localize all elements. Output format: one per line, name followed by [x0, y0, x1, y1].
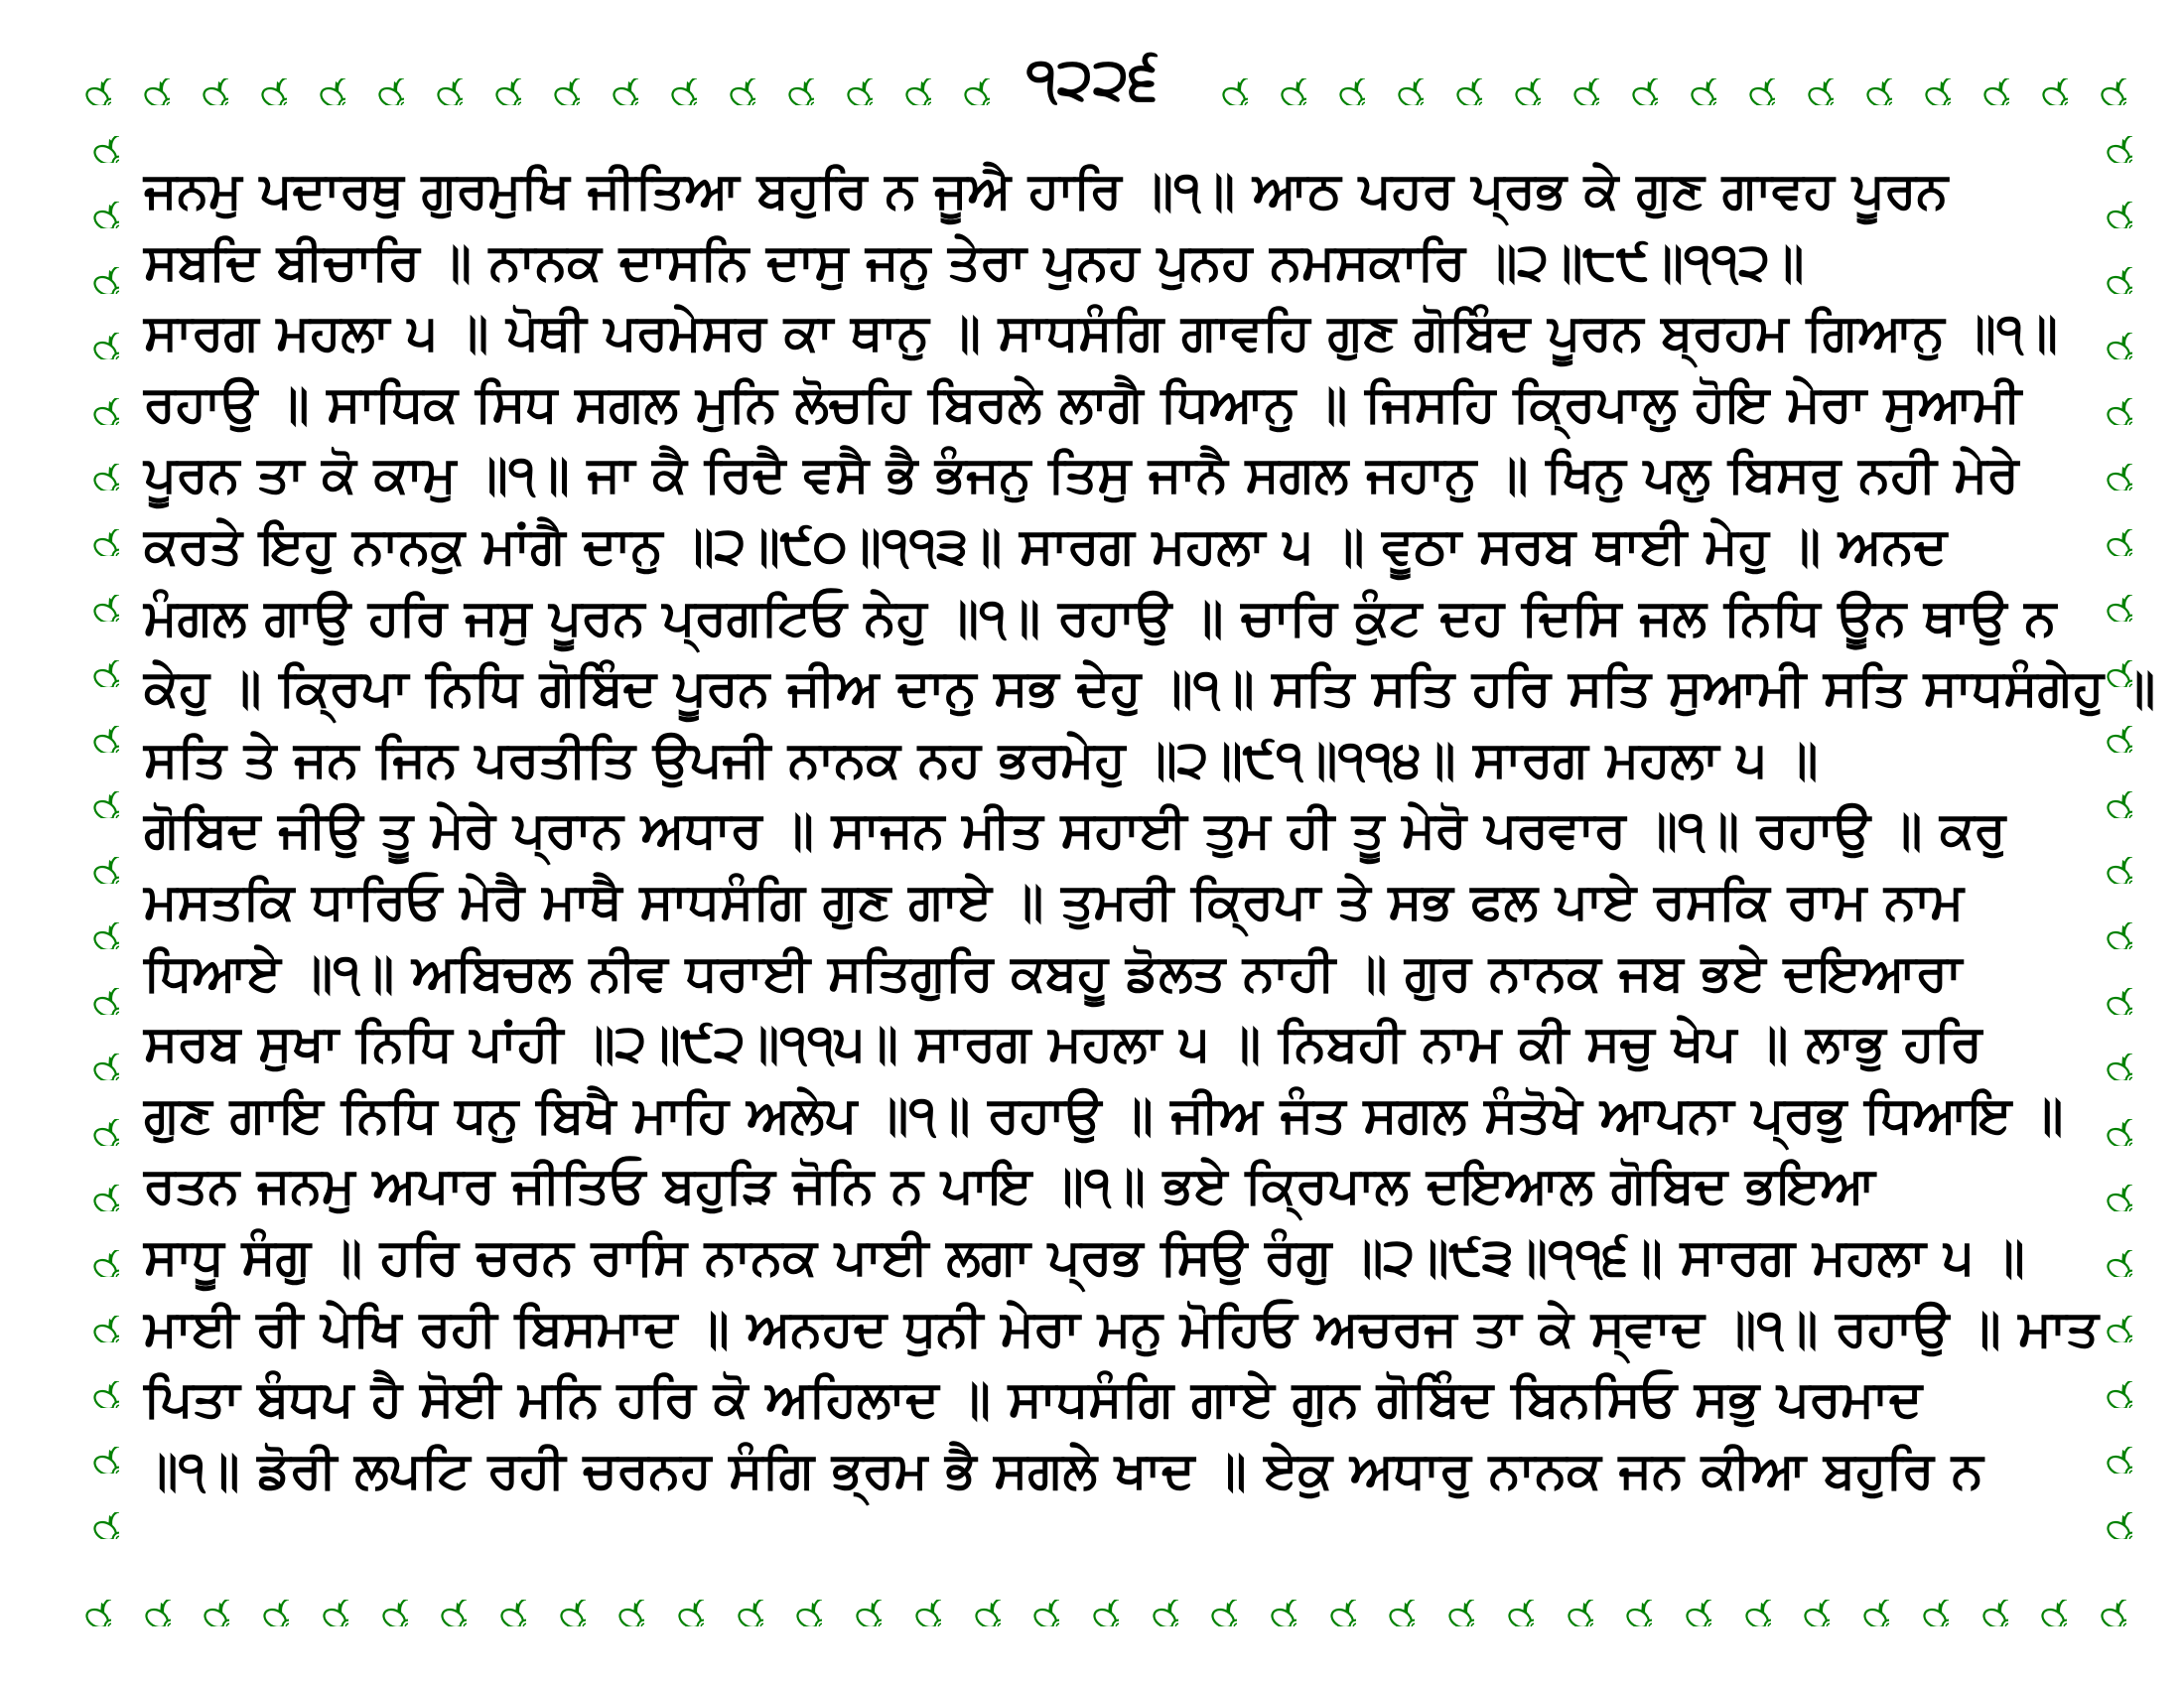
- flower-icon: [2079, 371, 2132, 425]
- text-line-8: ਕੇਹੁ ॥ ਕ੍ਰਿਪਾ ਨਿਧਿ ਗੋਬਿੰਦ ਪੂਰਨ ਜੀਅ ਦਾਨੁ ਸਭ ਦੇਹੁ ॥੧॥ ਸਤਿ ਸਤਿ ਹਰਿ ਸਤਿ ਸੁਆਮੀ ਸਤਿ ਸਾਧਸੰਗੇਹੁ ॥: [144, 659, 2156, 719]
- flower-icon: [1897, 52, 1951, 105]
- flower-icon: [1243, 1573, 1297, 1626]
- flower-icon: [760, 52, 814, 105]
- text-line-14: ਗੁਣ ਗਾਇ ਨਿਧਿ ਧਨੁ ਬਿਖੈ ਮਾਹਿ ਅਲੇਪ ॥੧॥ ਰਹਾਉ ॥ ਜੀਅ ਜੰਤ ਸਗਲ ਸੰਤੋਖੇ ਆਪਨਾ ਪ੍ਰਭੁ ਧਿਆਇ ॥: [144, 1085, 2064, 1145]
- flower-icon: [2079, 1158, 2132, 1211]
- flower-icon: [2079, 1354, 2132, 1408]
- flower-icon: [66, 1420, 119, 1474]
- flower-icon: [1429, 52, 1482, 105]
- flower-icon: [66, 699, 119, 753]
- flower-icon: [1183, 1573, 1237, 1626]
- flower-icon: [2079, 961, 2132, 1015]
- flower-icon: [292, 52, 345, 105]
- flower-icon: [116, 52, 170, 105]
- flower-icon: [2079, 1027, 2132, 1080]
- flower-icon: [66, 437, 119, 491]
- bottom-border-flowers: [58, 1573, 2126, 1626]
- flower-icon: [176, 1573, 229, 1626]
- flower-icon: [2079, 1420, 2132, 1474]
- flower-icon: [66, 896, 119, 949]
- flower-icon: [66, 765, 119, 818]
- flower-icon: [878, 52, 931, 105]
- flower-icon: [1776, 1573, 1830, 1626]
- flower-icon: [1302, 1573, 1356, 1626]
- text-line-18: ਪਿਤਾ ਬੰਧਪ ਹੈ ਸੋਈ ਮਨਿ ਹਰਿ ਕੋ ਅਹਿਲਾਦ ॥ ਸਾਧਸੰਗਿ ਗਾਏ ਗੁਨ ਗੋਬਿੰਦ ਬਿਨਸਿਓ ਸਭੁ ਪਰਮਾਦ: [144, 1370, 1923, 1430]
- flower-icon: [2073, 52, 2126, 105]
- flower-icon: [526, 52, 580, 105]
- flower-icon: [66, 306, 119, 359]
- flower-icon: [235, 1573, 289, 1626]
- flower-icon: [66, 961, 119, 1015]
- flower-icon: [2079, 830, 2132, 884]
- flower-icon: [350, 52, 404, 105]
- flower-icon: [1780, 52, 1834, 105]
- flower-icon: [66, 1354, 119, 1408]
- text-line-17: ਮਾਈ ਰੀ ਪੇਖਿ ਰਹੀ ਬਿਸਮਾਦ ॥ ਅਨਹਦ ਧੁਨੀ ਮੇਰਾ ਮਨੁ ਮੋਹਿਓ ਅਚਰਜ ਤਾ ਕੇ ਸ੍ਵਾਦ ॥੧॥ ਰਹਾਉ ॥ ਮਾਤ: [144, 1299, 2100, 1358]
- flower-icon: [1663, 52, 1716, 105]
- flower-icon: [66, 1289, 119, 1342]
- flower-icon: [1717, 1573, 1771, 1626]
- flower-icon: [1006, 1573, 1059, 1626]
- flower-icon: [66, 633, 119, 687]
- flower-icon: [1065, 1573, 1119, 1626]
- flower-icon: [936, 52, 990, 105]
- flower-icon: [2079, 502, 2132, 556]
- flower-icon: [1540, 1573, 1593, 1626]
- flower-icon: [2013, 1573, 2067, 1626]
- flower-icon: [66, 1092, 119, 1146]
- flower-icon: [1721, 52, 1775, 105]
- flower-icon: [2079, 240, 2132, 294]
- flower-icon: [768, 1573, 822, 1626]
- flower-icon: [117, 1573, 171, 1626]
- flower-icon: [2073, 1573, 2126, 1626]
- flower-icon: [2079, 109, 2132, 163]
- flower-icon: [58, 52, 111, 105]
- flower-icon: [887, 1573, 941, 1626]
- flower-icon: [1194, 52, 1248, 105]
- top-border-right-flowers: [1194, 52, 2126, 105]
- text-line-4: ਰਹਾਉ ॥ ਸਾਧਿਕ ਸਿਧ ਸਗਲ ਮੁਨਿ ਲੋਚਹਿ ਬਿਰਲੇ ਲਾਗੈ ਧਿਆਨੁ ॥ ਜਿਸਹਿ ਕ੍ਰਿਪਾਲੁ ਹੋਇ ਮੇਰਾ ਸੁਆਮੀ: [144, 374, 2022, 434]
- flower-icon: [2079, 1223, 2132, 1277]
- flower-icon: [473, 1573, 526, 1626]
- flower-icon: [1361, 1573, 1415, 1626]
- left-border-flowers: [66, 109, 119, 1539]
- flower-icon: [409, 52, 463, 105]
- flower-icon: [828, 1573, 882, 1626]
- flower-icon: [1421, 1573, 1474, 1626]
- flower-icon: [66, 240, 119, 294]
- flower-icon: [1370, 52, 1424, 105]
- flower-icon: [650, 1573, 704, 1626]
- flower-icon: [643, 52, 697, 105]
- text-line-15: ਰਤਨ ਜਨਮੁ ਅਪਾਰ ਜੀਤਿਓ ਬਹੁੜਿ ਜੋਨਿ ਨ ਪਾਇ ॥੧॥ ਭਏ ਕ੍ਰਿਪਾਲ ਦਇਆਲ ਗੋਬਿਦ ਭਇਆ: [144, 1157, 1876, 1216]
- text-line-11: ਮਸਤਕਿ ਧਾਰਿਓ ਮੇਰੈ ਮਾਥੈ ਸਾਧਸੰਗਿ ਗੁਣ ਗਾਏ ॥ ਤੁਮਰੀ ਕ੍ਰਿਪਾ ਤੇ ਸਭ ਫਲ ਪਾਏ ਰਸਕਿ ਰਾਮ ਨਾਮ: [144, 872, 1965, 931]
- flower-icon: [1956, 52, 2009, 105]
- text-line-13: ਸਰਬ ਸੁਖਾ ਨਿਧਿ ਪਾਂਹੀ ॥੨॥੯੨॥੧੧੫॥ ਸਾਰਗ ਮਹਲਾ ੫ ॥ ਨਿਬਹੀ ਨਾਮ ਕੀ ਸਚੁ ਖੇਪ ॥ ਲਾਭੁ ਹਰਿ: [144, 1015, 1982, 1074]
- flower-icon: [66, 1223, 119, 1277]
- flower-icon: [2079, 175, 2132, 228]
- flower-icon: [702, 52, 755, 105]
- text-line-1: ਜਨਮੁ ਪਦਾਰਥੁ ਗੁਰਮੁਖਿ ਜੀਤਿਆ ਬਹੁਰਿ ਨ ਜੂਐ ਹਾਰਿ ॥੧॥ ਆਠ ਪਹਰ ਪ੍ਰਭ ਕੇ ਗੁਣ ਗਾਵਹ ਪੂਰਨ: [144, 162, 1949, 220]
- page-number: ੧੨੨੬: [1025, 45, 1159, 112]
- flower-icon: [66, 1485, 119, 1539]
- flower-icon: [66, 830, 119, 884]
- flower-icon: [2079, 765, 2132, 818]
- flower-icon: [591, 1573, 644, 1626]
- flower-icon: [66, 109, 119, 163]
- flower-icon: [2079, 1485, 2132, 1539]
- flower-icon: [66, 175, 119, 228]
- flower-icon: [2014, 52, 2068, 105]
- flower-icon: [1546, 52, 1599, 105]
- top-border: [55, 45, 2129, 112]
- flower-icon: [175, 52, 228, 105]
- flower-icon: [1487, 52, 1541, 105]
- text-line-6: ਕਰਤੇ ਇਹੁ ਨਾਨਕੁ ਮਾਂਗੈ ਦਾਨੁ ॥੨॥੯੦॥੧੧੩॥ ਸਾਰਗ ਮਹਲਾ ੫ ॥ ਵੂਠਾ ਸਰਬ ਥਾਈ ਮੇਹੁ ॥ ਅਨਦ: [144, 516, 1948, 576]
- flower-icon: [66, 371, 119, 425]
- flower-icon: [1839, 52, 1892, 105]
- flower-icon: [585, 52, 638, 105]
- flower-icon: [2079, 306, 2132, 359]
- flower-icon: [1598, 1573, 1652, 1626]
- text-line-19: ॥੧॥ ਡੋਰੀ ਲਪਟਿ ਰਹੀ ਚਰਨਹ ਸੰਗਿ ਭ੍ਰਮ ਭੈ ਸਗਲੇ ਖਾਦ ॥ ਏਕੁ ਅਧਾਰੁ ਨਾਨਕ ਜਨ ਕੀਆ ਬਹੁਰਿ ਨ: [144, 1441, 1983, 1500]
- text-line-16: ਸਾਧੂ ਸੰਗੁ ॥ ਹਰਿ ਚਰਨ ਰਾਸਿ ਨਾਨਕ ਪਾਈ ਲਗਾ ਪ੍ਰਭ ਸਿਉ ਰੰਗੁ ॥੨॥੯੩॥੧੧੬॥ ਸਾਰਗ ਮਹਲਾ ੫ ॥: [144, 1227, 2025, 1287]
- flower-icon: [233, 52, 287, 105]
- text-line-10: ਗੋਬਿਦ ਜੀਉ ਤੂ ਮੇਰੇ ਪ੍ਰਾਨ ਅਧਾਰ ॥ ਸਾਜਨ ਮੀਤ ਸਹਾਈ ਤੁਮ ਹੀ ਤੂ ਮੇਰੋ ਪਰਵਾਰ ॥੧॥ ਰਹਾਉ ॥ ਕਰੁ: [144, 801, 2006, 861]
- flower-icon: [2079, 1092, 2132, 1146]
- text-line-5: ਪੂਰਨ ਤਾ ਕੋ ਕਾਮੁ ॥੧॥ ਜਾ ਕੈ ਰਿਦੈ ਵਸੈ ਭੈ ਭੰਜਨੁ ਤਿਸੁ ਜਾਨੈ ਸਗਲ ਜਹਾਨੁ ॥ ਖਿਨੁ ਪਲੁ ਬਿਸਰੁ ਨਹੀ ਮੇਰੇ: [144, 446, 2019, 505]
- flower-icon: [710, 1573, 763, 1626]
- flower-icon: [295, 1573, 348, 1626]
- top-border-left-flowers: [58, 52, 990, 105]
- flower-icon: [66, 1158, 119, 1211]
- flower-icon: [532, 1573, 586, 1626]
- flower-icon: [66, 568, 119, 622]
- flower-icon: [1253, 52, 1306, 105]
- flower-icon: [1125, 1573, 1178, 1626]
- text-line-12: ਧਿਆਏ ॥੧॥ ਅਬਿਚਲ ਨੀਵ ਧਰਾਈ ਸਤਿਗੁਰਿ ਕਬਹੂ ਡੋਲਤ ਨਾਹੀ ॥ ਗੁਰ ਨਾਨਕ ਜਬ ਭਏ ਦਇਆਰਾ: [144, 943, 1963, 1003]
- flower-icon: [413, 1573, 467, 1626]
- flower-icon: [1955, 1573, 2008, 1626]
- flower-icon: [1836, 1573, 1889, 1626]
- flower-icon: [2079, 437, 2132, 491]
- flower-icon: [1480, 1573, 1534, 1626]
- flower-icon: [468, 52, 521, 105]
- flower-icon: [947, 1573, 1001, 1626]
- flower-icon: [354, 1573, 408, 1626]
- flower-icon: [66, 1027, 119, 1080]
- flower-icon: [2079, 568, 2132, 622]
- text-line-3: ਸਾਰਗ ਮਹਲਾ ੫ ॥ ਪੋਥੀ ਪਰਮੇਸਰ ਕਾ ਥਾਨੁ ॥ ਸਾਧਸੰਗਿ ਗਾਵਹਿ ਗੁਣ ਗੋਬਿੰਦ ਪੂਰਨ ਬ੍ਰਹਮ ਗਿਆਨੁ ॥੧॥: [144, 304, 2058, 363]
- flower-icon: [819, 52, 873, 105]
- flower-icon: [1658, 1573, 1711, 1626]
- text-line-7: ਮੰਗਲ ਗਾਉ ਹਰਿ ਜਸੁ ਪੂਰਨ ਪ੍ਰਗਟਿਓ ਨੇਹੁ ॥੧॥ ਰਹਾਉ ॥ ਚਾਰਿ ਕੁੰਟ ਦਹ ਦਿਸਿ ਜਲ ਨਿਧਿ ਊਨ ਥਾਉ ਨ: [144, 588, 2057, 647]
- text-line-9: ਸਤਿ ਤੇ ਜਨ ਜਿਨ ਪਰਤੀਤਿ ਉਪਜੀ ਨਾਨਕ ਨਹ ਭਰਮੇਹੁ ॥੨॥੯੧॥੧੧੪॥ ਸਾਰਗ ਮਹਲਾ ੫ ॥: [144, 730, 1819, 789]
- flower-icon: [1311, 52, 1365, 105]
- scripture-text-block: [144, 156, 2156, 1506]
- flower-icon: [1895, 1573, 1949, 1626]
- text-line-2: ਸਬਦਿ ਬੀਚਾਰਿ ॥ ਨਾਨਕ ਦਾਸਨਿ ਦਾਸੁ ਜਨੁ ਤੇਰਾ ਪੁਨਹ ਪੁਨਹ ਨਮਸਕਾਰਿ ॥੨॥੮੯॥੧੧੨॥: [144, 232, 1805, 292]
- flower-icon: [1604, 52, 1658, 105]
- flower-icon: [2079, 896, 2132, 949]
- flower-icon: [58, 1573, 111, 1626]
- flower-icon: [66, 502, 119, 556]
